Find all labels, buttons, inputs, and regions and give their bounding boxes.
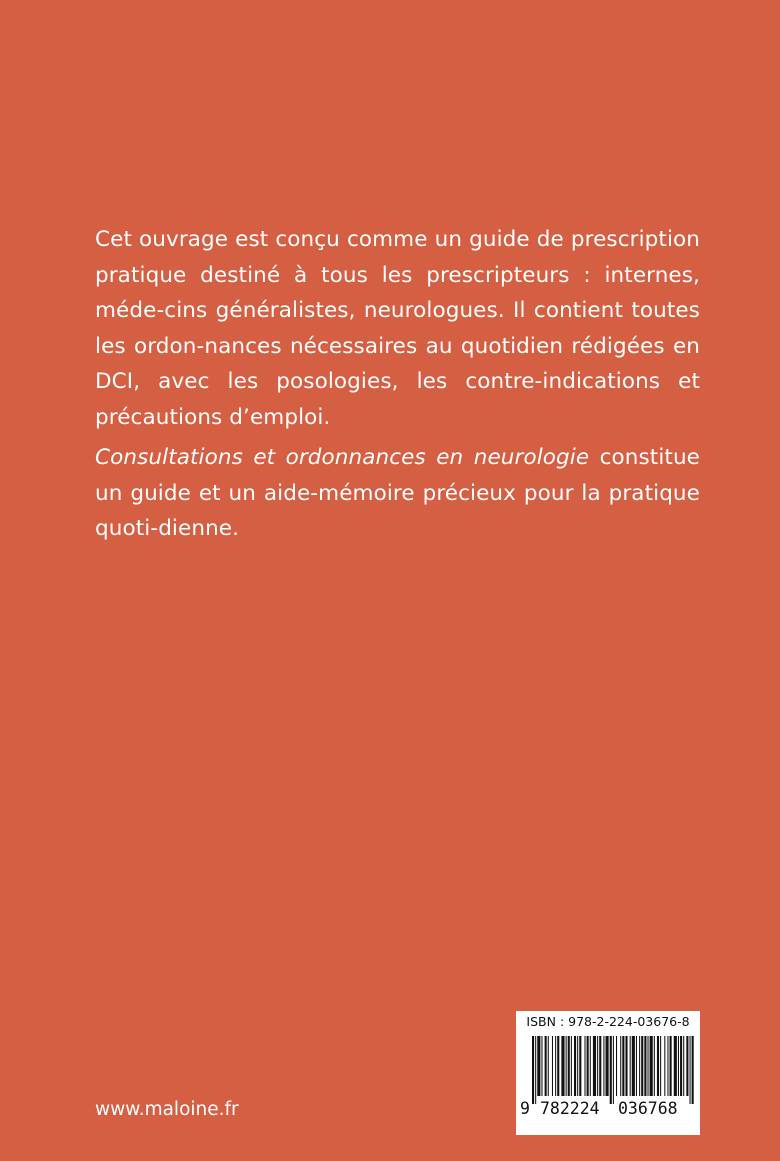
barcode-bar xyxy=(692,1036,694,1104)
blurb-paragraph-2-text: constitue un guide et un aide-mémoire précieux pour la pratique quoti-dienne. xyxy=(95,445,700,541)
barcode-digits-left: 782224 xyxy=(540,1099,600,1118)
barcode-bar xyxy=(660,1036,661,1096)
barcode-bar xyxy=(667,1036,668,1096)
barcode-bar xyxy=(537,1036,540,1096)
barcode-bar xyxy=(593,1036,596,1096)
barcode-bar xyxy=(625,1036,627,1096)
isbn-label: ISBN : 978-2-224-03676-8 xyxy=(526,1014,690,1029)
barcode-bar xyxy=(597,1036,598,1096)
barcode-bar xyxy=(654,1036,655,1096)
barcode-bar xyxy=(599,1036,601,1096)
barcode-bar xyxy=(622,1036,624,1096)
barcode-bar xyxy=(574,1036,576,1096)
barcode-bar xyxy=(648,1036,649,1096)
barcode-bar xyxy=(561,1036,564,1096)
book-title-italic: Consultations et ordonnances en neurologie xyxy=(95,445,590,470)
barcode-bar xyxy=(541,1036,542,1096)
barcode-bar xyxy=(610,1036,612,1104)
publisher-website: www.maloine.fr xyxy=(95,1099,239,1120)
barcode-bar xyxy=(657,1036,659,1096)
barcode-bar xyxy=(555,1036,556,1096)
barcode-bar xyxy=(683,1036,684,1096)
barcode-bar xyxy=(678,1036,679,1096)
barcode xyxy=(520,1036,696,1118)
barcode-bar xyxy=(571,1036,572,1096)
barcode-bar xyxy=(641,1036,643,1096)
barcode-bar xyxy=(587,1036,589,1096)
barcode-bar xyxy=(606,1036,609,1096)
barcode-bar xyxy=(670,1036,672,1096)
barcode-bar xyxy=(535,1036,536,1104)
barcode-bar xyxy=(680,1036,682,1096)
barcode-bar xyxy=(613,1036,614,1104)
barcode-bar xyxy=(545,1036,547,1096)
barcode-bar xyxy=(579,1036,581,1096)
isbn-barcode-box xyxy=(516,1011,700,1135)
barcode-bar xyxy=(548,1036,549,1096)
barcode-bar xyxy=(577,1036,578,1096)
blurb-paragraph-2 xyxy=(95,440,700,547)
barcode-bar xyxy=(632,1036,635,1096)
barcode-bar xyxy=(532,1036,534,1104)
barcode-bar xyxy=(686,1036,688,1096)
barcode-bars xyxy=(532,1036,694,1104)
barcode-bar xyxy=(568,1036,570,1096)
barcode-bar xyxy=(650,1036,653,1096)
barcode-bar xyxy=(620,1036,621,1096)
barcode-bar xyxy=(674,1036,677,1096)
barcode-bar xyxy=(644,1036,646,1096)
blurb-paragraph-1: Cet ouvrage est conçu comme un guide de prescription pratique destiné à tous les prescripteurs : internes, méde-cins généralistes, neurologues. Il contient toutes les ordon-nances nécessaires au quotidien rédigées en DCI, avec les posologies, les contre-indications et précautions d’emploi. xyxy=(95,227,700,430)
barcode-digits-right: 036768 xyxy=(618,1099,678,1118)
barcode-bar xyxy=(603,1036,604,1096)
barcode-bar xyxy=(636,1036,637,1096)
barcode-digit-first: 9 xyxy=(520,1099,530,1118)
barcode-bar xyxy=(664,1036,665,1096)
barcode-bar xyxy=(616,1036,617,1096)
barcode-bar xyxy=(590,1036,591,1096)
back-cover-blurb xyxy=(95,222,700,547)
barcode-bar xyxy=(690,1036,691,1104)
barcode-bar xyxy=(557,1036,559,1096)
barcode-bar xyxy=(630,1036,631,1096)
barcode-bar xyxy=(639,1036,640,1096)
barcode-bar xyxy=(566,1036,567,1096)
barcode-bar xyxy=(585,1036,586,1096)
barcode-bar xyxy=(552,1036,553,1096)
